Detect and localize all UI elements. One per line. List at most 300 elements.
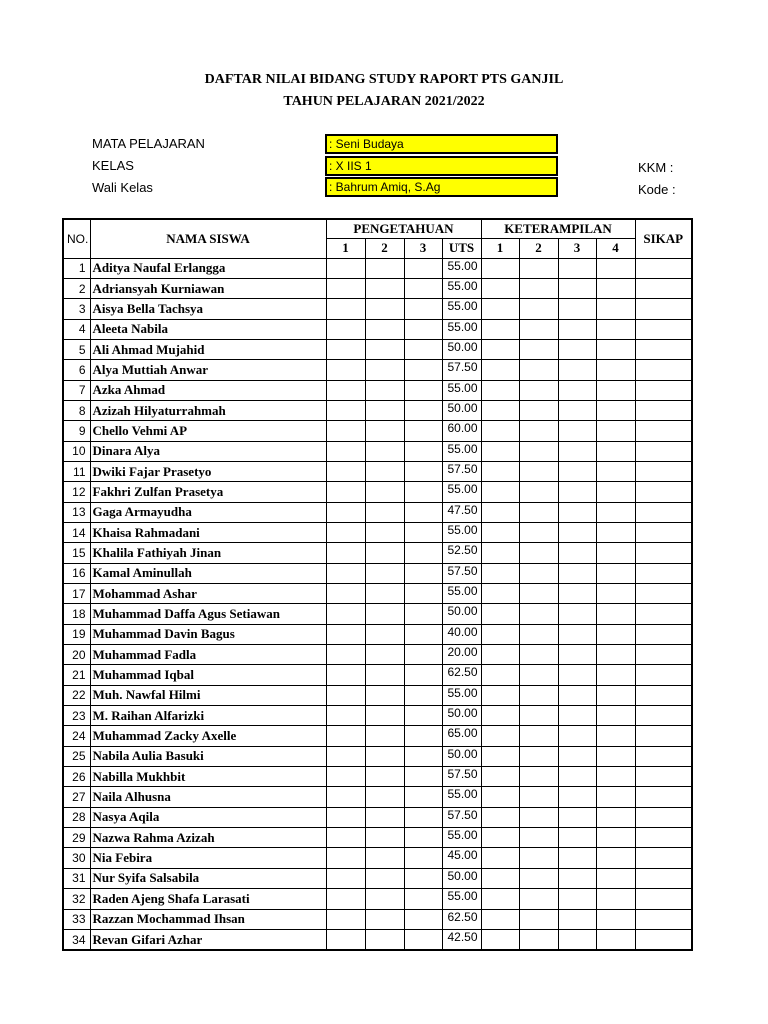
cell-keterampilan-3[interactable] xyxy=(558,299,596,319)
cell-keterampilan-3[interactable] xyxy=(558,746,596,766)
cell-pengetahuan-2[interactable] xyxy=(365,502,404,522)
cell-keterampilan-3[interactable] xyxy=(558,685,596,705)
cell-keterampilan-4[interactable] xyxy=(596,787,635,807)
cell-pengetahuan-2[interactable] xyxy=(365,360,404,380)
cell-uts[interactable]: 47.50 xyxy=(442,502,481,522)
cell-sikap[interactable] xyxy=(635,584,692,604)
cell-pengetahuan-3[interactable] xyxy=(404,299,442,319)
cell-keterampilan-3[interactable] xyxy=(558,319,596,339)
cell-sikap[interactable] xyxy=(635,624,692,644)
cell-pengetahuan-3[interactable] xyxy=(404,522,442,542)
cell-pengetahuan-1[interactable] xyxy=(326,339,365,359)
cell-pengetahuan-1[interactable] xyxy=(326,746,365,766)
cell-sikap[interactable] xyxy=(635,868,692,888)
cell-keterampilan-2[interactable] xyxy=(519,685,558,705)
cell-sikap[interactable] xyxy=(635,278,692,298)
cell-pengetahuan-2[interactable] xyxy=(365,380,404,400)
cell-pengetahuan-2[interactable] xyxy=(365,319,404,339)
cell-pengetahuan-1[interactable] xyxy=(326,604,365,624)
cell-sikap[interactable] xyxy=(635,685,692,705)
cell-uts[interactable]: 55.00 xyxy=(442,828,481,848)
cell-keterampilan-3[interactable] xyxy=(558,807,596,827)
cell-keterampilan-1[interactable] xyxy=(481,258,519,278)
cell-keterampilan-1[interactable] xyxy=(481,604,519,624)
cell-keterampilan-4[interactable] xyxy=(596,360,635,380)
cell-pengetahuan-1[interactable] xyxy=(326,584,365,604)
cell-pengetahuan-2[interactable] xyxy=(365,848,404,868)
cell-pengetahuan-2[interactable] xyxy=(365,400,404,420)
cell-keterampilan-2[interactable] xyxy=(519,584,558,604)
cell-keterampilan-1[interactable] xyxy=(481,563,519,583)
cell-pengetahuan-2[interactable] xyxy=(365,339,404,359)
cell-sikap[interactable] xyxy=(635,421,692,441)
cell-keterampilan-3[interactable] xyxy=(558,461,596,481)
cell-pengetahuan-1[interactable] xyxy=(326,624,365,644)
cell-pengetahuan-1[interactable] xyxy=(326,522,365,542)
cell-keterampilan-2[interactable] xyxy=(519,278,558,298)
cell-keterampilan-1[interactable] xyxy=(481,706,519,726)
cell-pengetahuan-1[interactable] xyxy=(326,360,365,380)
cell-sikap[interactable] xyxy=(635,929,692,950)
cell-sikap[interactable] xyxy=(635,889,692,909)
cell-pengetahuan-3[interactable] xyxy=(404,278,442,298)
cell-pengetahuan-1[interactable] xyxy=(326,543,365,563)
cell-pengetahuan-2[interactable] xyxy=(365,909,404,929)
cell-keterampilan-2[interactable] xyxy=(519,339,558,359)
cell-pengetahuan-2[interactable] xyxy=(365,461,404,481)
cell-pengetahuan-1[interactable] xyxy=(326,706,365,726)
cell-sikap[interactable] xyxy=(635,441,692,461)
cell-pengetahuan-3[interactable] xyxy=(404,787,442,807)
cell-keterampilan-2[interactable] xyxy=(519,543,558,563)
cell-keterampilan-2[interactable] xyxy=(519,461,558,481)
cell-pengetahuan-1[interactable] xyxy=(326,929,365,950)
cell-keterampilan-1[interactable] xyxy=(481,889,519,909)
cell-keterampilan-2[interactable] xyxy=(519,421,558,441)
cell-uts[interactable]: 55.00 xyxy=(442,522,481,542)
cell-keterampilan-1[interactable] xyxy=(481,421,519,441)
cell-keterampilan-1[interactable] xyxy=(481,787,519,807)
cell-sikap[interactable] xyxy=(635,807,692,827)
cell-pengetahuan-1[interactable] xyxy=(326,807,365,827)
cell-keterampilan-3[interactable] xyxy=(558,584,596,604)
cell-pengetahuan-2[interactable] xyxy=(365,868,404,888)
cell-keterampilan-1[interactable] xyxy=(481,502,519,522)
cell-pengetahuan-2[interactable] xyxy=(365,258,404,278)
cell-sikap[interactable] xyxy=(635,604,692,624)
cell-keterampilan-4[interactable] xyxy=(596,319,635,339)
cell-uts[interactable]: 55.00 xyxy=(442,441,481,461)
cell-pengetahuan-1[interactable] xyxy=(326,726,365,746)
cell-keterampilan-4[interactable] xyxy=(596,563,635,583)
cell-keterampilan-1[interactable] xyxy=(481,685,519,705)
cell-keterampilan-4[interactable] xyxy=(596,828,635,848)
cell-keterampilan-1[interactable] xyxy=(481,645,519,665)
cell-keterampilan-1[interactable] xyxy=(481,522,519,542)
cell-pengetahuan-3[interactable] xyxy=(404,339,442,359)
cell-sikap[interactable] xyxy=(635,543,692,563)
cell-pengetahuan-2[interactable] xyxy=(365,624,404,644)
cell-uts[interactable]: 40.00 xyxy=(442,624,481,644)
cell-keterampilan-3[interactable] xyxy=(558,421,596,441)
cell-sikap[interactable] xyxy=(635,848,692,868)
cell-pengetahuan-3[interactable] xyxy=(404,868,442,888)
cell-keterampilan-2[interactable] xyxy=(519,563,558,583)
cell-keterampilan-4[interactable] xyxy=(596,868,635,888)
cell-keterampilan-2[interactable] xyxy=(519,828,558,848)
cell-uts[interactable]: 55.00 xyxy=(442,278,481,298)
cell-sikap[interactable] xyxy=(635,909,692,929)
cell-pengetahuan-3[interactable] xyxy=(404,909,442,929)
cell-pengetahuan-1[interactable] xyxy=(326,685,365,705)
cell-uts[interactable]: 55.00 xyxy=(442,889,481,909)
cell-uts[interactable]: 60.00 xyxy=(442,421,481,441)
cell-pengetahuan-3[interactable] xyxy=(404,767,442,787)
cell-sikap[interactable] xyxy=(635,360,692,380)
cell-pengetahuan-3[interactable] xyxy=(404,889,442,909)
cell-pengetahuan-3[interactable] xyxy=(404,828,442,848)
cell-keterampilan-4[interactable] xyxy=(596,299,635,319)
cell-pengetahuan-1[interactable] xyxy=(326,482,365,502)
cell-pengetahuan-2[interactable] xyxy=(365,828,404,848)
cell-keterampilan-1[interactable] xyxy=(481,929,519,950)
cell-pengetahuan-3[interactable] xyxy=(404,726,442,746)
cell-keterampilan-4[interactable] xyxy=(596,848,635,868)
cell-uts[interactable]: 45.00 xyxy=(442,848,481,868)
cell-keterampilan-1[interactable] xyxy=(481,848,519,868)
cell-keterampilan-3[interactable] xyxy=(558,645,596,665)
cell-pengetahuan-3[interactable] xyxy=(404,665,442,685)
cell-uts[interactable]: 55.00 xyxy=(442,787,481,807)
cell-uts[interactable]: 57.50 xyxy=(442,767,481,787)
cell-uts[interactable]: 62.50 xyxy=(442,665,481,685)
cell-keterampilan-2[interactable] xyxy=(519,502,558,522)
cell-pengetahuan-1[interactable] xyxy=(326,278,365,298)
cell-keterampilan-3[interactable] xyxy=(558,482,596,502)
cell-keterampilan-2[interactable] xyxy=(519,746,558,766)
cell-keterampilan-3[interactable] xyxy=(558,706,596,726)
mata-pelajaran-field[interactable]: : Seni Budaya xyxy=(325,134,558,154)
cell-keterampilan-2[interactable] xyxy=(519,624,558,644)
cell-keterampilan-1[interactable] xyxy=(481,319,519,339)
cell-keterampilan-2[interactable] xyxy=(519,522,558,542)
cell-keterampilan-4[interactable] xyxy=(596,624,635,644)
cell-pengetahuan-1[interactable] xyxy=(326,787,365,807)
cell-pengetahuan-2[interactable] xyxy=(365,299,404,319)
cell-pengetahuan-1[interactable] xyxy=(326,461,365,481)
cell-keterampilan-4[interactable] xyxy=(596,400,635,420)
cell-keterampilan-2[interactable] xyxy=(519,482,558,502)
cell-pengetahuan-3[interactable] xyxy=(404,502,442,522)
cell-keterampilan-4[interactable] xyxy=(596,339,635,359)
cell-keterampilan-1[interactable] xyxy=(481,482,519,502)
cell-keterampilan-1[interactable] xyxy=(481,624,519,644)
cell-sikap[interactable] xyxy=(635,522,692,542)
cell-sikap[interactable] xyxy=(635,319,692,339)
cell-keterampilan-1[interactable] xyxy=(481,441,519,461)
cell-keterampilan-3[interactable] xyxy=(558,624,596,644)
cell-pengetahuan-1[interactable] xyxy=(326,421,365,441)
cell-sikap[interactable] xyxy=(635,380,692,400)
cell-uts[interactable]: 55.00 xyxy=(442,380,481,400)
cell-keterampilan-2[interactable] xyxy=(519,889,558,909)
cell-pengetahuan-1[interactable] xyxy=(326,848,365,868)
cell-keterampilan-3[interactable] xyxy=(558,848,596,868)
cell-pengetahuan-1[interactable] xyxy=(326,665,365,685)
cell-uts[interactable]: 50.00 xyxy=(442,339,481,359)
cell-keterampilan-3[interactable] xyxy=(558,909,596,929)
cell-keterampilan-1[interactable] xyxy=(481,868,519,888)
cell-pengetahuan-2[interactable] xyxy=(365,441,404,461)
cell-keterampilan-4[interactable] xyxy=(596,543,635,563)
cell-keterampilan-1[interactable] xyxy=(481,807,519,827)
cell-pengetahuan-2[interactable] xyxy=(365,604,404,624)
cell-keterampilan-3[interactable] xyxy=(558,380,596,400)
cell-pengetahuan-2[interactable] xyxy=(365,929,404,950)
cell-keterampilan-2[interactable] xyxy=(519,767,558,787)
cell-pengetahuan-3[interactable] xyxy=(404,624,442,644)
cell-keterampilan-3[interactable] xyxy=(558,441,596,461)
cell-pengetahuan-2[interactable] xyxy=(365,421,404,441)
cell-pengetahuan-1[interactable] xyxy=(326,889,365,909)
cell-pengetahuan-2[interactable] xyxy=(365,746,404,766)
cell-pengetahuan-2[interactable] xyxy=(365,278,404,298)
cell-keterampilan-1[interactable] xyxy=(481,543,519,563)
cell-pengetahuan-2[interactable] xyxy=(365,685,404,705)
cell-pengetahuan-1[interactable] xyxy=(326,380,365,400)
cell-sikap[interactable] xyxy=(635,746,692,766)
cell-keterampilan-2[interactable] xyxy=(519,706,558,726)
cell-keterampilan-1[interactable] xyxy=(481,767,519,787)
cell-pengetahuan-3[interactable] xyxy=(404,360,442,380)
cell-keterampilan-2[interactable] xyxy=(519,299,558,319)
cell-pengetahuan-3[interactable] xyxy=(404,543,442,563)
cell-pengetahuan-3[interactable] xyxy=(404,461,442,481)
cell-keterampilan-1[interactable] xyxy=(481,380,519,400)
cell-keterampilan-2[interactable] xyxy=(519,319,558,339)
cell-sikap[interactable] xyxy=(635,706,692,726)
cell-pengetahuan-1[interactable] xyxy=(326,828,365,848)
cell-keterampilan-3[interactable] xyxy=(558,787,596,807)
cell-pengetahuan-2[interactable] xyxy=(365,645,404,665)
cell-pengetahuan-2[interactable] xyxy=(365,665,404,685)
cell-uts[interactable]: 50.00 xyxy=(442,604,481,624)
cell-pengetahuan-1[interactable] xyxy=(326,868,365,888)
cell-sikap[interactable] xyxy=(635,665,692,685)
cell-keterampilan-3[interactable] xyxy=(558,889,596,909)
cell-pengetahuan-2[interactable] xyxy=(365,584,404,604)
cell-pengetahuan-1[interactable] xyxy=(326,400,365,420)
cell-keterampilan-4[interactable] xyxy=(596,421,635,441)
cell-keterampilan-3[interactable] xyxy=(558,726,596,746)
cell-keterampilan-1[interactable] xyxy=(481,828,519,848)
cell-pengetahuan-2[interactable] xyxy=(365,522,404,542)
cell-pengetahuan-3[interactable] xyxy=(404,706,442,726)
cell-pengetahuan-3[interactable] xyxy=(404,441,442,461)
cell-keterampilan-2[interactable] xyxy=(519,929,558,950)
cell-sikap[interactable] xyxy=(635,563,692,583)
cell-pengetahuan-2[interactable] xyxy=(365,482,404,502)
cell-keterampilan-3[interactable] xyxy=(558,868,596,888)
cell-keterampilan-1[interactable] xyxy=(481,584,519,604)
cell-pengetahuan-2[interactable] xyxy=(365,787,404,807)
cell-keterampilan-4[interactable] xyxy=(596,502,635,522)
cell-sikap[interactable] xyxy=(635,787,692,807)
wali-kelas-field[interactable]: : Bahrum Amiq, S.Ag xyxy=(325,177,558,197)
cell-keterampilan-2[interactable] xyxy=(519,848,558,868)
cell-keterampilan-4[interactable] xyxy=(596,522,635,542)
cell-keterampilan-2[interactable] xyxy=(519,868,558,888)
cell-uts[interactable]: 57.50 xyxy=(442,461,481,481)
cell-keterampilan-3[interactable] xyxy=(558,929,596,950)
cell-keterampilan-4[interactable] xyxy=(596,807,635,827)
cell-pengetahuan-2[interactable] xyxy=(365,563,404,583)
cell-pengetahuan-3[interactable] xyxy=(404,685,442,705)
cell-uts[interactable]: 57.50 xyxy=(442,563,481,583)
cell-keterampilan-4[interactable] xyxy=(596,929,635,950)
cell-keterampilan-1[interactable] xyxy=(481,299,519,319)
cell-keterampilan-3[interactable] xyxy=(558,767,596,787)
cell-pengetahuan-2[interactable] xyxy=(365,543,404,563)
cell-pengetahuan-1[interactable] xyxy=(326,767,365,787)
cell-keterampilan-4[interactable] xyxy=(596,584,635,604)
cell-sikap[interactable] xyxy=(635,461,692,481)
cell-keterampilan-2[interactable] xyxy=(519,380,558,400)
cell-sikap[interactable] xyxy=(635,339,692,359)
cell-uts[interactable]: 57.50 xyxy=(442,807,481,827)
cell-uts[interactable]: 50.00 xyxy=(442,400,481,420)
cell-keterampilan-4[interactable] xyxy=(596,380,635,400)
cell-sikap[interactable] xyxy=(635,502,692,522)
kelas-field[interactable]: : X IIS 1 xyxy=(325,156,558,176)
cell-pengetahuan-3[interactable] xyxy=(404,746,442,766)
cell-keterampilan-4[interactable] xyxy=(596,767,635,787)
cell-sikap[interactable] xyxy=(635,726,692,746)
cell-pengetahuan-1[interactable] xyxy=(326,563,365,583)
cell-keterampilan-4[interactable] xyxy=(596,685,635,705)
cell-keterampilan-3[interactable] xyxy=(558,258,596,278)
cell-sikap[interactable] xyxy=(635,258,692,278)
cell-keterampilan-2[interactable] xyxy=(519,645,558,665)
cell-keterampilan-3[interactable] xyxy=(558,828,596,848)
cell-pengetahuan-3[interactable] xyxy=(404,421,442,441)
cell-keterampilan-1[interactable] xyxy=(481,746,519,766)
cell-pengetahuan-1[interactable] xyxy=(326,645,365,665)
cell-pengetahuan-3[interactable] xyxy=(404,604,442,624)
cell-pengetahuan-1[interactable] xyxy=(326,319,365,339)
cell-pengetahuan-1[interactable] xyxy=(326,299,365,319)
cell-pengetahuan-2[interactable] xyxy=(365,889,404,909)
cell-keterampilan-3[interactable] xyxy=(558,604,596,624)
cell-pengetahuan-2[interactable] xyxy=(365,767,404,787)
cell-uts[interactable]: 50.00 xyxy=(442,868,481,888)
cell-keterampilan-3[interactable] xyxy=(558,339,596,359)
cell-pengetahuan-3[interactable] xyxy=(404,929,442,950)
cell-keterampilan-3[interactable] xyxy=(558,522,596,542)
cell-pengetahuan-3[interactable] xyxy=(404,807,442,827)
cell-pengetahuan-3[interactable] xyxy=(404,584,442,604)
cell-keterampilan-2[interactable] xyxy=(519,807,558,827)
cell-pengetahuan-3[interactable] xyxy=(404,400,442,420)
cell-sikap[interactable] xyxy=(635,299,692,319)
cell-keterampilan-2[interactable] xyxy=(519,400,558,420)
cell-pengetahuan-3[interactable] xyxy=(404,482,442,502)
cell-pengetahuan-3[interactable] xyxy=(404,319,442,339)
cell-uts[interactable]: 57.50 xyxy=(442,360,481,380)
cell-keterampilan-4[interactable] xyxy=(596,461,635,481)
cell-keterampilan-4[interactable] xyxy=(596,645,635,665)
cell-keterampilan-2[interactable] xyxy=(519,604,558,624)
cell-uts[interactable]: 50.00 xyxy=(442,706,481,726)
cell-uts[interactable]: 50.00 xyxy=(442,746,481,766)
cell-pengetahuan-3[interactable] xyxy=(404,563,442,583)
cell-keterampilan-4[interactable] xyxy=(596,726,635,746)
cell-pengetahuan-1[interactable] xyxy=(326,502,365,522)
cell-keterampilan-3[interactable] xyxy=(558,665,596,685)
cell-keterampilan-1[interactable] xyxy=(481,278,519,298)
cell-uts[interactable]: 52.50 xyxy=(442,543,481,563)
cell-keterampilan-3[interactable] xyxy=(558,400,596,420)
cell-keterampilan-2[interactable] xyxy=(519,258,558,278)
cell-uts[interactable]: 55.00 xyxy=(442,319,481,339)
cell-keterampilan-4[interactable] xyxy=(596,482,635,502)
cell-pengetahuan-3[interactable] xyxy=(404,645,442,665)
cell-uts[interactable]: 55.00 xyxy=(442,685,481,705)
cell-pengetahuan-1[interactable] xyxy=(326,258,365,278)
cell-keterampilan-4[interactable] xyxy=(596,604,635,624)
cell-keterampilan-2[interactable] xyxy=(519,360,558,380)
cell-keterampilan-3[interactable] xyxy=(558,563,596,583)
cell-keterampilan-4[interactable] xyxy=(596,258,635,278)
cell-keterampilan-2[interactable] xyxy=(519,787,558,807)
cell-keterampilan-1[interactable] xyxy=(481,665,519,685)
cell-uts[interactable]: 62.50 xyxy=(442,909,481,929)
cell-keterampilan-3[interactable] xyxy=(558,278,596,298)
cell-keterampilan-1[interactable] xyxy=(481,400,519,420)
cell-keterampilan-4[interactable] xyxy=(596,278,635,298)
cell-uts[interactable]: 20.00 xyxy=(442,645,481,665)
cell-keterampilan-1[interactable] xyxy=(481,726,519,746)
cell-pengetahuan-2[interactable] xyxy=(365,807,404,827)
cell-pengetahuan-2[interactable] xyxy=(365,726,404,746)
cell-keterampilan-4[interactable] xyxy=(596,441,635,461)
cell-keterampilan-1[interactable] xyxy=(481,360,519,380)
cell-keterampilan-4[interactable] xyxy=(596,706,635,726)
cell-keterampilan-4[interactable] xyxy=(596,665,635,685)
cell-keterampilan-1[interactable] xyxy=(481,909,519,929)
cell-sikap[interactable] xyxy=(635,645,692,665)
cell-sikap[interactable] xyxy=(635,767,692,787)
cell-keterampilan-4[interactable] xyxy=(596,889,635,909)
cell-pengetahuan-3[interactable] xyxy=(404,380,442,400)
cell-pengetahuan-3[interactable] xyxy=(404,258,442,278)
cell-uts[interactable]: 55.00 xyxy=(442,482,481,502)
cell-keterampilan-3[interactable] xyxy=(558,502,596,522)
cell-keterampilan-1[interactable] xyxy=(481,339,519,359)
cell-sikap[interactable] xyxy=(635,828,692,848)
cell-uts[interactable]: 55.00 xyxy=(442,258,481,278)
cell-uts[interactable]: 65.00 xyxy=(442,726,481,746)
cell-uts[interactable]: 55.00 xyxy=(442,584,481,604)
cell-keterampilan-3[interactable] xyxy=(558,360,596,380)
cell-keterampilan-4[interactable] xyxy=(596,909,635,929)
cell-uts[interactable]: 42.50 xyxy=(442,929,481,950)
cell-keterampilan-2[interactable] xyxy=(519,909,558,929)
cell-pengetahuan-2[interactable] xyxy=(365,706,404,726)
cell-keterampilan-1[interactable] xyxy=(481,461,519,481)
cell-sikap[interactable] xyxy=(635,400,692,420)
cell-keterampilan-2[interactable] xyxy=(519,726,558,746)
